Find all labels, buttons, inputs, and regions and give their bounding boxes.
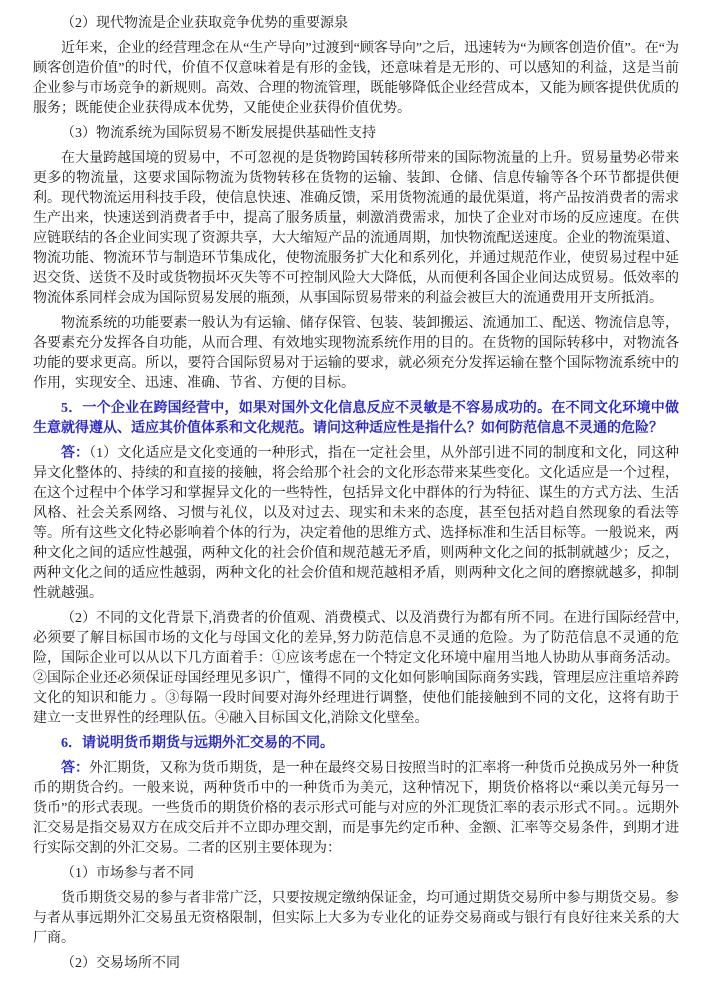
answer-text: （1）文化适应是文化变通的一种形式，指在一定社会里，从外部引进不同的制度和文化，同这种异文化整体的、持续的和直接的接触，将会给那个社会的文化形态带来某些变化。文化适应是一个过程，在这个过程中个体学习和掌握异文化的一些特性，包括异文化中群体的行为特征、谋生的方式方法、生活风格、社会关系网络、习惯与礼仪，以及对过去、现实和未来的态度，甚至包括对趋自然现象的看法等等。所有这些文化特必影响着个体的行为，决定着他的思维方式、选择标准和生活目标等。一般说来，两种文化之间的适应性越强，两种文化的社会价值和规范越无矛盾，则两种文化之间的抵制就越少；反之，两种文化之间的适应性越弱，两种文化的社会价值和规范越相矛盾，则两种文化之间的磨擦就越多，抑制性就越强。 [33,446,680,601]
question-6: 6．请说明货币期货与远期外汇交易的不同。 [61,736,334,751]
body-paragraph: 货币期货交易的参与者非常广泛，只要按规定缴纳保证金，均可通过期货交易所中参与期货交易。参与者从事远期外汇交易虽无资格限制，但实际上大多为专业化的证券交易商或与银行有良好往来关系的大厂商。 [33,891,679,946]
body-paragraph: 在大量跨越国境的贸易中，不可忽视的是货物跨国转移所带来的国际物流量的上升。贸易量势必带来更多的物流量，这要求国际物流为货物转移在货物的运输、装卸、仓储、信息传输等各个环节都提供便利。现代物流运用科技手段，使信息快速、准确反馈，采用货物流通的最优渠道，将产品按消费者的需求生产出来，快速送到消费者手中，提高了服务质量，刺激消费需求，加快了企业对市场的反应速度。在供应链联结的各企业间实现了资源共享，大大缩短产品的流通周期，加快物流配送速度。企业的物流渠道、物流功能、物流环节与制造环节集成化，使物流服务扩大化和系列化，并通过规范作业，使贸易过程中延迟交货、送货不及时或货物损坏灭失等不可控制风险大大降低，从而便利各国企业间达成贸易。低效率的物流体系同样会成为国际贸易发展的瓶颈，从事国际贸易带来的利益会被巨大的流通费用开支所抵消。 [33,151,679,306]
question-5: 5．一个企业在跨国经营中，如果对国外文化信息反应不灵敏是不容易成功的。在不同文化环境中做生意就得遵从、适应其价值体系和文化规范。请问这种适应性是指什么？如何防范信息不灵通的危险？ [33,401,679,436]
body-paragraph: 物流系统的功能要素一般认为有运输、储存保管、包装、装卸搬运、流通加工、配送、物流信息等，各要素充分发挥各自功能，从而合理、有效地实现物流系统作用的目的。在货物的国际转移中，对物流各功能的要求更高。所以，要符合国际贸易对于运输的要求，就必须充分发挥运输在整个国际物流系统中的作用，实现安全、迅速、准确、节省、方便的目标。 [33,316,679,391]
section-heading-modern-logistics: （2）现代物流是企业获取竞争优势的重要源泉 [61,16,348,31]
subheading-market-participants: （1）市场参与者不同 [61,866,194,881]
body-paragraph: 近年来，企业的经营理念在从“生产导向”过渡到“顾客导向”之后，迅速转为“为顾客创造价值”。在“为顾客创造价值”的时代，价值不仅意味着是有形的金钱，还意味着是无形的、可以感知的利益，这是当前企业参与市场竞争的新规则。高效、合理的物流管理，既能够降低企业经营成本，又能为顾客提供优质的服务；既能使企业获得成本优势，又能使企业获得价值优势。 [33,41,679,116]
answer-6 [33,759,679,859]
answer-text: 外汇期货，又称为货币期货，是一种在最终交易日按照当时的汇率将一种货币兑换成另外一种货币的期货合约。一般来说，两种货币中的一种货币为美元，这种情况下，期货价格将以“乘以美元每另一货币”的形式表现。一些货币的期货价格的表示形式可能与对应的外汇现货汇率的表示形式不同。。远期外汇交易是指交易双方在成交后并不立即办理交割，而是事先约定币种、金额、汇率等交易条件，到期才进行实际交割的外汇交易。二者的区别主要体现为： [33,761,679,856]
section-heading-logistics-system: （3）物流系统为国际贸易不断发展提供基础性支持 [61,126,376,141]
answer-label: 答： [61,446,90,461]
answer-label: 答： [61,761,90,776]
subheading-trading-venue: （2）交易场所不同 [61,956,180,971]
answer-5 [33,444,679,604]
answer-5-part-2: （2）不同的文化背景下,消费者的价值观、消费模式、以及消费行为都有所不同。在进行国际经营中,必须要了解目标国市场的文化与母国文化的差异,努力防范信息不灵通的危险。为了防范信息不灵通的危险，国际企业可以从以下几方面着手：①应该考虑在一个特定文化环境中雇用当地人协助从事商务活动。②国际企业还必须保证母国经理见多识广，懂得不同的文化如何影响国际商务实践，管理层应注重培养跨文化的知识和能力 。③每隔一段时间要对海外经理进行调整，使他们能接触到不同的文化，这将有助于建立一支世界性的经理队伍。④融入目标国文化,消除文化壁垒。 [33,611,679,726]
